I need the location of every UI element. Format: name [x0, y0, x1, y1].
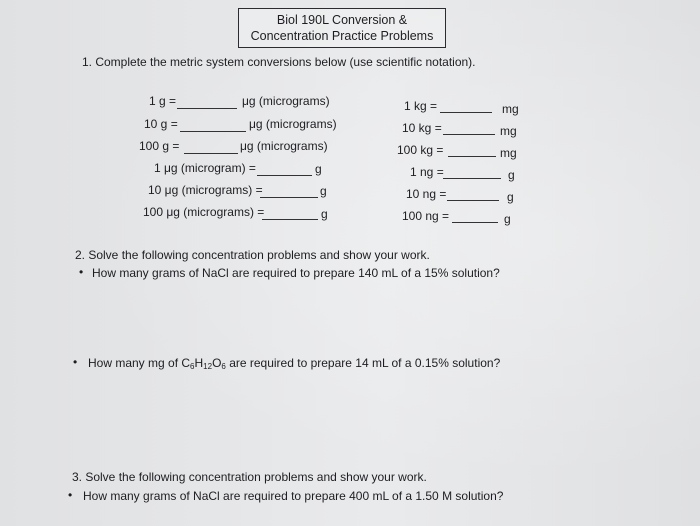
question-2a: How many grams of NaCl are required to prepare 140 mL of a 15% solution?	[92, 266, 500, 280]
right-row-4-unit: g	[508, 168, 515, 182]
answer-blank-right-1[interactable]	[440, 112, 492, 113]
left-row-6-unit: g	[321, 207, 328, 221]
answer-blank-right-4[interactable]	[443, 178, 501, 179]
formula-o: O	[212, 356, 222, 370]
right-row-1-unit: mg	[502, 102, 519, 116]
bullet-3a: •	[68, 488, 73, 502]
formula-h: H	[194, 356, 204, 370]
answer-blank-right-2[interactable]	[443, 134, 495, 135]
section-2-heading: 2. Solve the following concentration problems and show your work.	[75, 248, 430, 262]
answer-blank-left-1[interactable]	[177, 108, 237, 109]
right-row-6-unit: g	[504, 212, 511, 226]
answer-blank-right-5[interactable]	[447, 200, 499, 201]
left-row-4-lhs: 1 μg (microgram) =	[154, 161, 256, 175]
right-row-5-lhs: 10 ng =	[406, 187, 447, 201]
left-row-3-lhs: 100 g =	[139, 139, 180, 153]
formula-sub-c: 6	[190, 362, 195, 371]
left-row-1-unit: μg (micrograms)	[242, 94, 330, 108]
left-row-1-lhs: 1 g =	[149, 94, 177, 108]
left-row-5-unit: g	[320, 184, 327, 198]
question-2b-post: are required to prepare 14 mL of a 0.15% solution?	[225, 356, 501, 370]
title-line-2: Concentration Practice Problems	[250, 29, 434, 43]
answer-blank-left-3[interactable]	[184, 153, 238, 154]
left-row-2-unit: μg (micrograms)	[249, 117, 337, 131]
left-row-2-lhs: 10 g =	[144, 117, 178, 131]
left-row-4-unit: g	[315, 162, 322, 176]
bullet-2a: •	[79, 265, 84, 279]
left-row-6-lhs: 100 μg (micrograms) =	[143, 205, 265, 219]
title-line-1: Biol 190L Conversion &	[276, 13, 408, 27]
formula-sub-h: 12	[203, 362, 213, 371]
question-2b-pre: How many mg of C	[88, 356, 191, 370]
answer-blank-right-6[interactable]	[452, 222, 498, 223]
right-row-3-lhs: 100 kg =	[397, 143, 444, 157]
answer-blank-left-2[interactable]	[180, 131, 246, 132]
section-3-heading: 3. Solve the following concentration problems and show your work.	[72, 470, 427, 484]
answer-blank-left-6[interactable]	[262, 219, 318, 220]
right-row-6-lhs: 100 ng =	[402, 209, 450, 223]
title-box	[238, 8, 446, 48]
question-3a: How many grams of NaCl are required to prepare 400 mL of a 1.50 M solution?	[83, 489, 504, 503]
right-row-5-unit: g	[507, 190, 514, 204]
left-row-3-unit: μg (micrograms)	[240, 139, 328, 153]
right-row-4-lhs: 1 ng =	[410, 165, 444, 179]
section-1-heading: 1. Complete the metric system conversions below (use scientific notation).	[82, 55, 476, 69]
answer-blank-right-3[interactable]	[448, 156, 496, 157]
right-row-1-lhs: 1 kg =	[404, 99, 438, 113]
right-row-3-unit: mg	[500, 146, 517, 160]
right-row-2-lhs: 10 kg =	[402, 121, 442, 135]
answer-blank-left-5[interactable]	[260, 197, 318, 198]
formula-sub-o: 6	[221, 362, 226, 371]
right-row-2-unit: mg	[500, 124, 517, 138]
question-2b	[88, 356, 500, 371]
bullet-2b: •	[73, 355, 78, 369]
left-row-5-lhs: 10 μg (micrograms) =	[148, 183, 263, 197]
answer-blank-left-4[interactable]	[257, 175, 312, 176]
